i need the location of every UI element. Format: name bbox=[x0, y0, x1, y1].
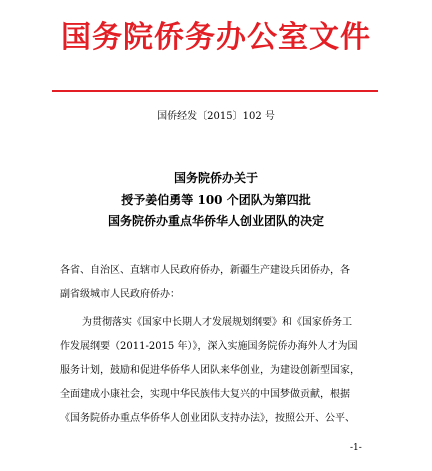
decision-title-line-3: 国务院侨办重点华侨华人创业团队的决定 bbox=[107, 214, 324, 228]
document-header-title: 国务院侨务办公室文件 bbox=[61, 20, 371, 55]
body-line-6: 全面建成小康社会，实现中华民族伟大复兴的中国梦做贡献，根据 bbox=[60, 389, 350, 400]
body-line-1: 各省、自治区、直辖市人民政府侨办，新疆生产建设兵团侨办，各 bbox=[60, 265, 350, 276]
body-line-5: 服务计划，鼓励和促进华侨华人团队来华创业，为建设创新型国家， bbox=[60, 365, 360, 376]
document-number: 国侨经发〔2015〕102 号 bbox=[157, 111, 275, 122]
body-line-3: 为贯彻落实《国家中长期人才发展规划纲要》和《国家侨务工 bbox=[82, 317, 352, 328]
header-red-divider bbox=[52, 90, 378, 92]
decision-title-line-1: 国务院侨办关于 bbox=[173, 171, 258, 185]
body-line-4: 作发展纲要（2011-2015 年）》，深入实施国务院侨办海外人才为国 bbox=[60, 341, 358, 352]
page-number: -1- bbox=[350, 443, 362, 453]
body-line-7: 《国务院侨办重点华侨华人创业团队支持办法》，按照公开、公平、 bbox=[60, 413, 355, 424]
body-line-2: 副省级城市人民政府侨办： bbox=[60, 289, 180, 300]
decision-title-line-2: 授予姜伯勇等 100 个团队为第四批 bbox=[121, 193, 311, 207]
